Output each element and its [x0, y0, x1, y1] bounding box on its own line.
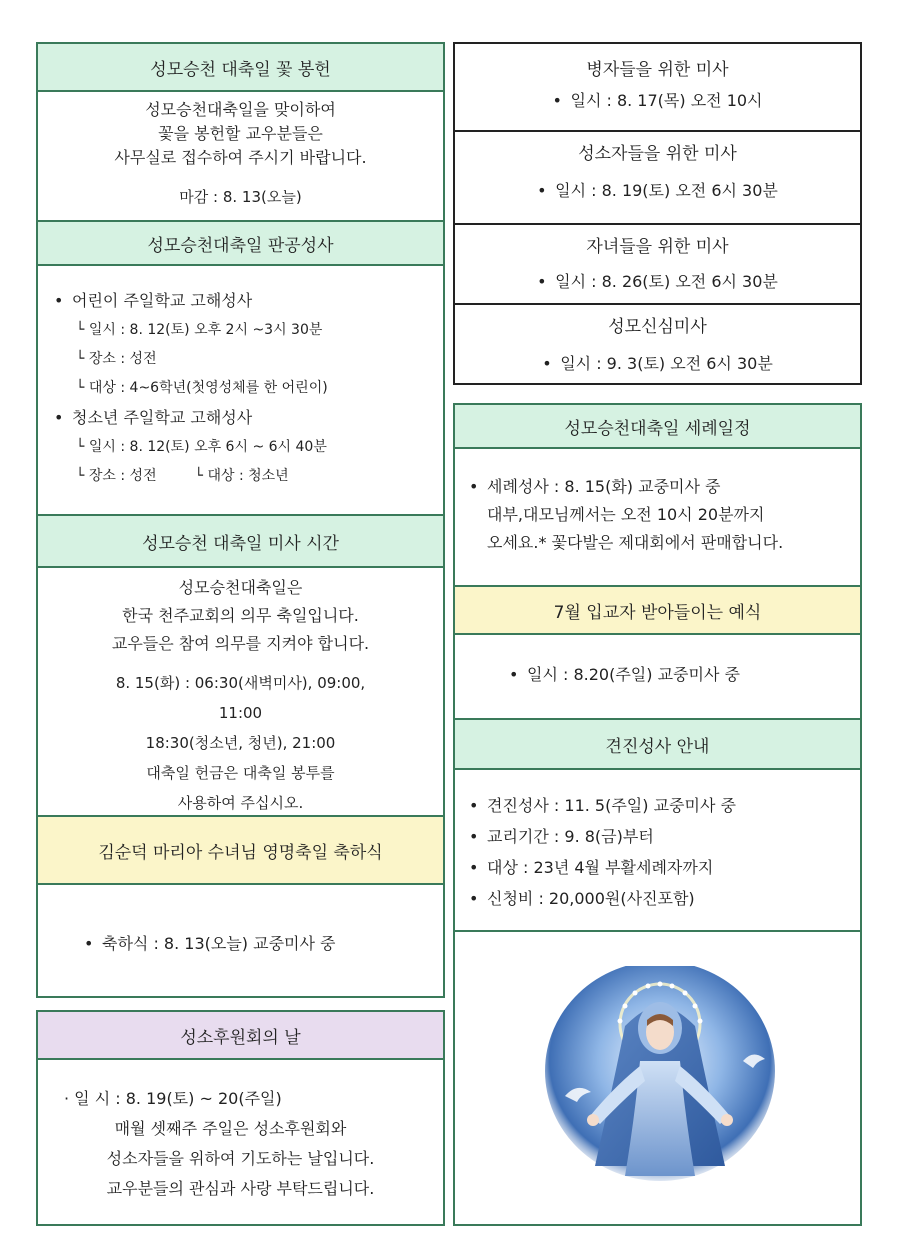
- welcome-box: [453, 585, 862, 721]
- welcome-title: 7월 입교자 받아들이는 예식: [455, 587, 860, 635]
- confirmation-item-1: 견진성사 : 11. 5(주일) 교중미사 중: [487, 796, 736, 815]
- children-confession-title: 어린이 주일학교 고해성사: [72, 291, 253, 310]
- baptism-line-1: 세례성사 : 8. 15(화) 교중미사 중: [487, 477, 721, 496]
- bullet-icon: •: [542, 354, 552, 373]
- special-masses-box: [453, 42, 862, 385]
- welcome-line: 일시 : 8.20(주일) 교중미사 중: [527, 665, 740, 684]
- feast-line: 축하식 : 8. 13(오늘) 교중미사 중: [102, 934, 336, 953]
- vocation-box: [36, 1010, 445, 1226]
- confirmation-box: [453, 718, 862, 1226]
- mass-line-1: 일시 : 8. 17(목) 오전 10시: [570, 91, 763, 110]
- bullet-icon: •: [509, 665, 519, 684]
- flowers-line-3: 사무실로 접수하여 주시기 바랍니다.: [114, 148, 367, 167]
- vocation-title: 성소후원회의 날: [38, 1012, 443, 1060]
- feast-box: [36, 815, 445, 998]
- mass-time-title: 성모승천 대축일 미사 시간: [38, 516, 443, 568]
- mass-schedule-5: 사용하여 주십시오.: [177, 794, 304, 812]
- mass-line-4: 일시 : 9. 3(토) 오전 6시 30분: [560, 354, 773, 373]
- bullet-icon: •: [469, 889, 479, 908]
- bullet-icon: •: [84, 934, 94, 953]
- flowers-title: 성모승천 대축일 꽃 봉헌: [38, 44, 443, 92]
- mass-title-3: 자녀들을 위한 미사: [586, 237, 729, 257]
- virgin-mary-image: [545, 966, 775, 1186]
- confirmation-item-2: 교리기간 : 9. 8(금)부터: [487, 827, 654, 846]
- mass-time-box: [36, 514, 445, 818]
- mass-schedule-3: 18:30(청소년, 청년), 21:00: [145, 734, 336, 752]
- bullet-icon: •: [537, 272, 547, 291]
- children-place: └ 장소 : 성전: [76, 351, 157, 367]
- confirmation-item-4: 신청비 : 20,000원(사진포함): [487, 889, 695, 908]
- bullet-icon: •: [469, 827, 479, 846]
- baptism-line-2: 대부,대모님께서는 오전 10시 20분까지: [487, 505, 765, 524]
- vocation-line-1: · 일 시 : 8. 19(토) ~ 20(주일): [64, 1089, 282, 1108]
- mass-time-line-2: 한국 천주교회의 의무 축일입니다.: [122, 606, 359, 625]
- baptism-line-3: 오세요.* 꽃다발은 제대회에서 판매합니다.: [487, 533, 784, 552]
- bullet-icon: •: [469, 796, 479, 815]
- vocation-line-4: 교우분들의 관심과 사랑 부탁드립니다.: [106, 1179, 375, 1198]
- vocation-line-3: 성소자들을 위하여 기도하는 날입니다.: [106, 1149, 375, 1168]
- youth-place: └ 장소 : 성전: [76, 468, 157, 484]
- feast-title: 김순덕 마리아 수녀님 영명축일 축하식: [38, 817, 443, 885]
- mass-time-line-3: 교우들은 참여 의무를 지켜야 합니다.: [111, 634, 370, 653]
- mass-title-1: 병자들을 위한 미사: [586, 60, 729, 80]
- flowers-line-1: 성모승천대축일을 맞이하여: [145, 100, 336, 119]
- vocation-line-2: 매월 셋째주 주일은 성소후원회와: [114, 1119, 347, 1138]
- mass-title-4: 성모신심미사: [608, 317, 707, 337]
- flowers-deadline: 마감 : 8. 13(오늘): [179, 188, 302, 206]
- baptism-box: [453, 403, 862, 587]
- mass-time-line-1: 성모승천대축일은: [178, 578, 303, 597]
- youth-time: └ 일시 : 8. 12(토) 오후 6시 ~ 6시 40분: [76, 439, 327, 455]
- confession-box: [36, 220, 445, 516]
- bullet-icon: •: [552, 91, 562, 110]
- flowers-line-2: 꽃을 봉헌할 교우분들은: [158, 124, 323, 143]
- bullet-icon: •: [469, 858, 479, 877]
- confirmation-title: 견진성사 안내: [455, 720, 860, 770]
- bullet-icon: •: [54, 291, 64, 310]
- confession-title: 성모승천대축일 판공성사: [38, 222, 443, 266]
- bullet-icon: •: [537, 181, 547, 200]
- youth-target: └ 대상 : 청소년: [194, 468, 289, 484]
- confirmation-item-3: 대상 : 23년 4월 부활세례자까지: [487, 858, 714, 877]
- children-time: └ 일시 : 8. 12(토) 오후 2시 ~3시 30분: [76, 322, 323, 338]
- mass-line-3: 일시 : 8. 26(토) 오전 6시 30분: [555, 272, 778, 291]
- baptism-title: 성모승천대축일 세례일정: [455, 405, 860, 449]
- mass-schedule-1: 8. 15(화) : 06:30(새벽미사), 09:00,: [115, 674, 366, 692]
- bullet-icon: •: [54, 408, 64, 427]
- mass-schedule-4: 대축일 헌금은 대축일 봉투를: [146, 764, 335, 782]
- youth-confession-title: 청소년 주일학교 고해성사: [72, 408, 253, 427]
- mass-schedule-2: 11:00: [218, 704, 263, 722]
- mass-line-2: 일시 : 8. 19(토) 오전 6시 30분: [555, 181, 778, 200]
- children-target: └ 대상 : 4~6학년(첫영성체를 한 어린이): [76, 380, 328, 396]
- bullet-icon: •: [469, 477, 479, 496]
- mass-title-2: 성소자들을 위한 미사: [578, 144, 737, 164]
- flowers-box: [36, 42, 445, 222]
